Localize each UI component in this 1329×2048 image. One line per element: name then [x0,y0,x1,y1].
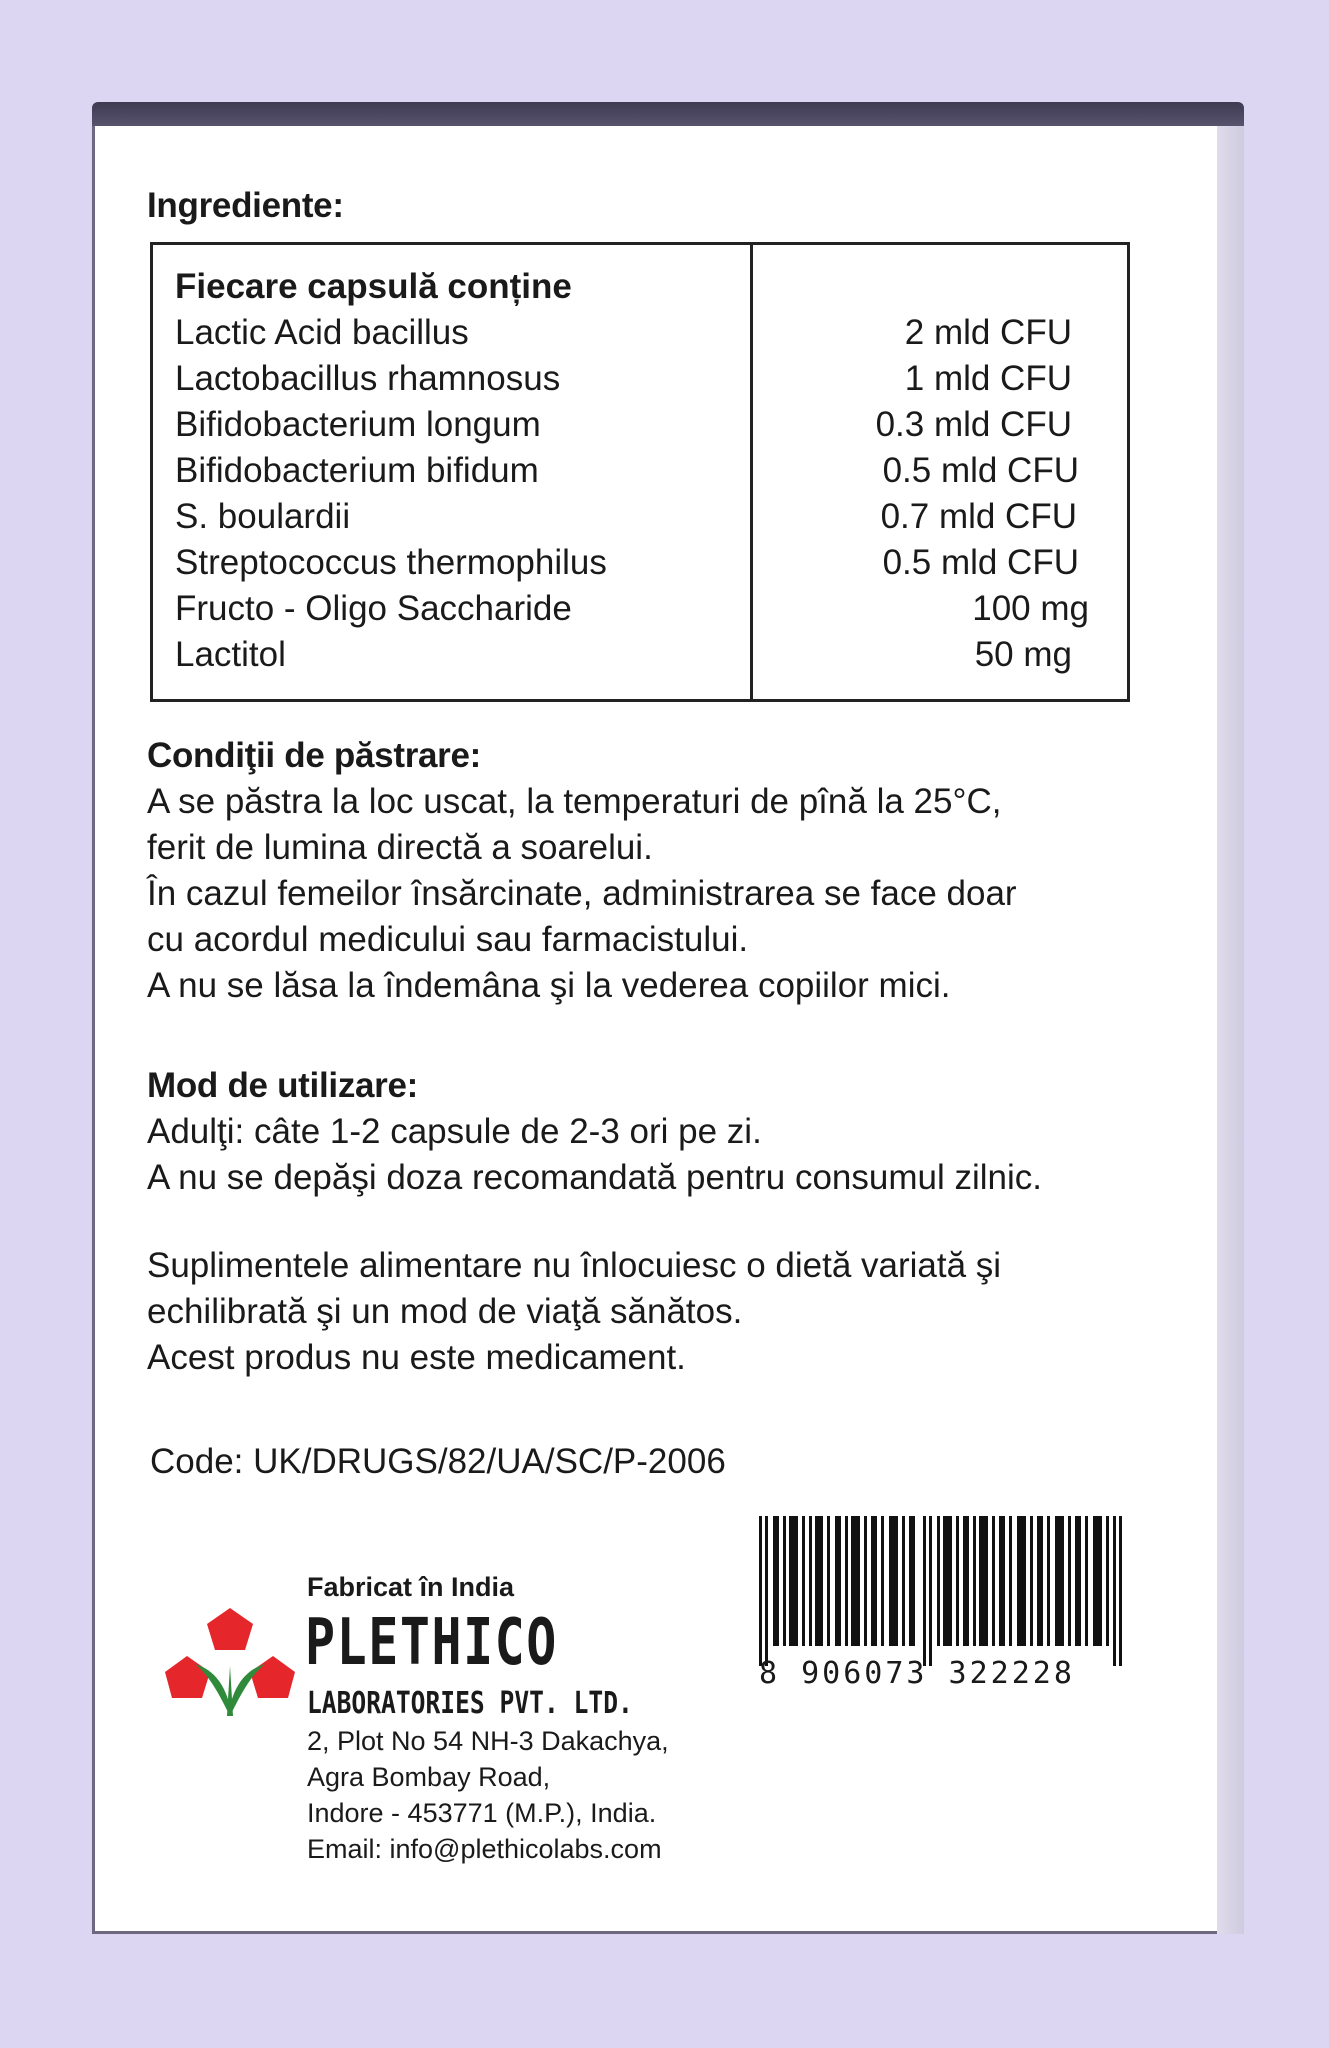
address-line: Indore - 453771 (M.P.), India. [307,1798,657,1828]
barcode-image [759,1516,1139,1666]
ingredient-name: Bifidobacterium longum [175,405,541,444]
storage-line: A se păstra la loc uscat, la temperaturi de pînă la 25°C, [147,782,1002,821]
registration-code: Code: UK/DRUGS/82/UA/SC/P-2006 [150,1442,726,1481]
storage-heading: Condiţii de păstrare: [147,736,482,775]
ingredient-name: Streptococcus thermophilus [175,543,607,582]
ingredient-name: S. boulardii [175,497,351,536]
ingredient-name: Bifidobacterium bifidum [175,451,539,490]
address-line: Agra Bombay Road, [307,1762,551,1792]
usage-heading: Mod de utilizare: [147,1066,419,1105]
ingredient-name: Fructo - Oligo Saccharide [175,589,572,628]
ingredient-amount: 0.5 mld CFU [882,543,1079,582]
ingredient-name: Lactitol [175,635,286,674]
address-line: 2, Plot No 54 NH-3 Dakachya, [307,1726,669,1756]
ingredients-heading: Ingrediente: [147,186,344,225]
ingredient-amount: 0.5 mld CFU [882,451,1079,490]
usage-line: A nu se depăşi doza recomandată pentru consumul zilnic. [147,1158,1042,1197]
address-email: Email: info@plethicolabs.com [307,1834,662,1864]
ingredient-amount: 1 mld CFU [904,359,1072,398]
ingredient-name: Lactic Acid bacillus [175,313,469,352]
ingredient-amount: 0.7 mld CFU [880,497,1077,536]
label-panel [92,126,1217,1934]
brand-name: PLETHICO [305,1606,558,1680]
plethico-logo-icon [165,1606,295,1726]
ingredient-name: Lactobacillus rhamnosus [175,359,561,398]
brand-subtitle: LABORATORIES PVT. LTD. [307,1686,633,1721]
table-header: Fiecare capsulă conține [175,267,572,306]
usage-line: Adulţi: câte 1-2 capsule de 2-3 ori pe zi. [147,1112,762,1151]
barcode-digits: 8 906073 322228 [759,1656,1075,1691]
disclaimer-line: echilibrată şi un mod de viaţă sănătos. [147,1292,743,1331]
storage-line: ferit de lumina directă a soarelui. [147,828,653,867]
storage-line: A nu se lăsa la îndemâna şi la vederea copiilor mici. [147,966,951,1005]
ingredient-amount: 2 mld CFU [904,313,1072,352]
ingredients-table [150,242,1130,702]
disclaimer-line: Suplimentele alimentare nu înlocuiesc o dietă variată şi [147,1246,1002,1285]
ingredient-amount: 50 mg [974,635,1072,674]
storage-line: cu acordul medicului sau farmacistului. [147,920,749,959]
ingredient-amount: 0.3 mld CFU [875,405,1072,444]
storage-line: În cazul femeilor însărcinate, administrarea se face doar [147,874,1017,913]
table-divider [750,245,753,699]
made-in-label: Fabricat în India [307,1572,515,1602]
ingredient-amount: 100 mg [972,589,1089,628]
disclaimer-line: Acest produs nu este medicament. [147,1338,686,1377]
